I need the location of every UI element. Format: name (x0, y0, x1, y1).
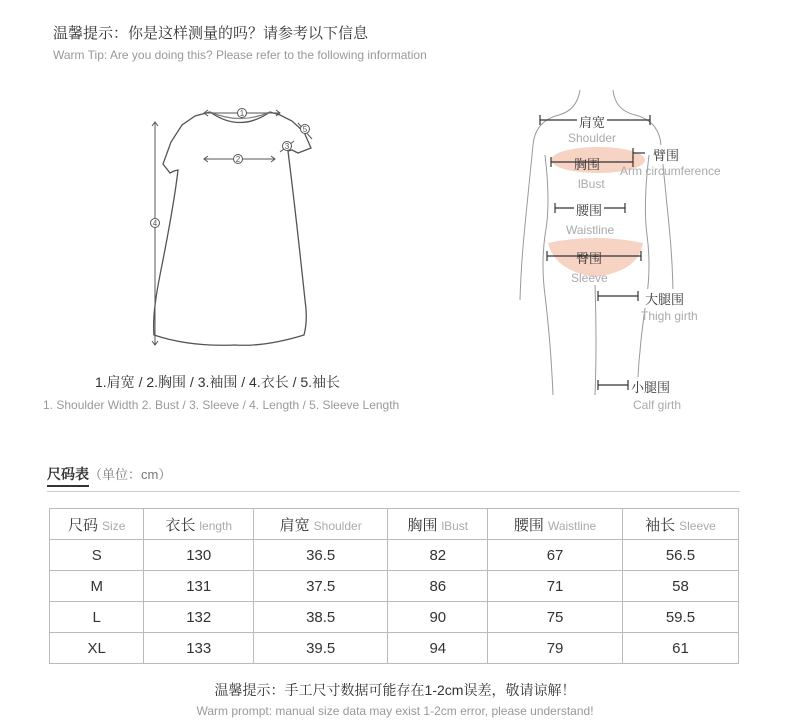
length-measure-line (152, 122, 158, 345)
cell-sleeve: 56.5 (622, 540, 738, 571)
shoulder-label-cn: 肩宽 (577, 112, 607, 131)
cell-shoulder: 39.5 (253, 633, 387, 664)
cell-shoulder: 37.5 (253, 571, 387, 602)
cell-length: 133 (144, 633, 254, 664)
note-english: Warm prompt: manual size data may exist 1-2cm error, please understand! (196, 704, 594, 718)
hip-label-en: Sleeve (571, 271, 608, 285)
hip-label-cn: 臀围 (576, 251, 603, 266)
cell-waist: 71 (488, 571, 623, 602)
bust-label-cn: 胸围 (574, 157, 601, 172)
shoulder-label-en: Shoulder (568, 131, 617, 145)
cell-length: 132 (144, 602, 254, 633)
cell-size: S (50, 540, 144, 571)
note-chinese: 温馨提示：手工尺寸数据可能存在1-2cm误差，敬请谅解！ (214, 682, 576, 698)
thigh-label-en: Thigh girth (641, 309, 698, 323)
header-length: 衣长 length (144, 509, 254, 540)
cell-bust: 82 (388, 540, 488, 571)
cell-size: L (50, 602, 144, 633)
dress-legend-chinese: 1.肩宽 / 2.胸围 / 3.袖围 / 4.衣长 / 5.袖长 (95, 374, 341, 390)
cell-bust: 90 (388, 602, 488, 633)
cell-bust: 94 (388, 633, 488, 664)
marker-2: 2 (235, 155, 241, 164)
cell-size: XL (50, 633, 144, 664)
arm-label-cn: 臂围 (651, 145, 681, 164)
table-header-row (50, 509, 739, 540)
cell-waist: 75 (488, 602, 623, 633)
table-row (50, 540, 739, 571)
dress-legend-english: 1. Shoulder Width 2. Bust / 3. Sleeve / 4. Length / 5. Sleeve Length (43, 398, 400, 412)
calf-label-en: Calf girth (633, 398, 682, 412)
cell-waist: 79 (488, 633, 623, 664)
marker-4: 4 (152, 219, 158, 228)
arm-label-en: Arm circumference (620, 164, 721, 178)
tip-english: Warm Tip: Are you doing this? Please refer to the following information (53, 48, 427, 62)
cell-sleeve: 58 (622, 571, 738, 602)
marker-5: 5 (302, 125, 308, 134)
table-row (50, 633, 739, 664)
thigh-label-cn: 大腿围 (643, 289, 686, 308)
cell-waist: 67 (488, 540, 623, 571)
cell-sleeve: 59.5 (622, 602, 738, 633)
cell-sleeve: 61 (622, 633, 738, 664)
marker-3: 3 (284, 142, 290, 151)
header-shoulder: 肩宽 Shoulder (253, 509, 387, 540)
size-chart-title (47, 464, 171, 484)
cell-length: 131 (144, 571, 254, 602)
size-chart-unit: （单位：cm） (89, 467, 172, 482)
waist-label-en: Waistline (566, 223, 615, 237)
dress-diagram (130, 95, 330, 360)
table-row (50, 571, 739, 602)
cell-length: 130 (144, 540, 254, 571)
cell-bust: 86 (388, 571, 488, 602)
header-bust: 胸围 lBust (388, 509, 488, 540)
waist-label-cn: 腰围 (574, 200, 604, 219)
cell-size: M (50, 571, 144, 602)
bust-label-en: lBust (578, 177, 605, 191)
size-chart-heading: 尺码表 (47, 466, 89, 487)
cell-shoulder: 36.5 (253, 540, 387, 571)
header-size: 尺码 Size (50, 509, 144, 540)
header-sleeve: 袖长 Sleeve (622, 509, 738, 540)
cell-shoulder: 38.5 (253, 602, 387, 633)
table-row (50, 602, 739, 633)
header-waist: 腰围 Waistline (488, 509, 623, 540)
marker-1: 1 (239, 109, 245, 118)
calf-label-cn: 小腿围 (629, 377, 672, 396)
size-table (49, 508, 739, 664)
title-divider (47, 491, 740, 492)
tip-chinese: 温馨提示：你是这样测量的吗？请参考以下信息 (53, 25, 369, 42)
